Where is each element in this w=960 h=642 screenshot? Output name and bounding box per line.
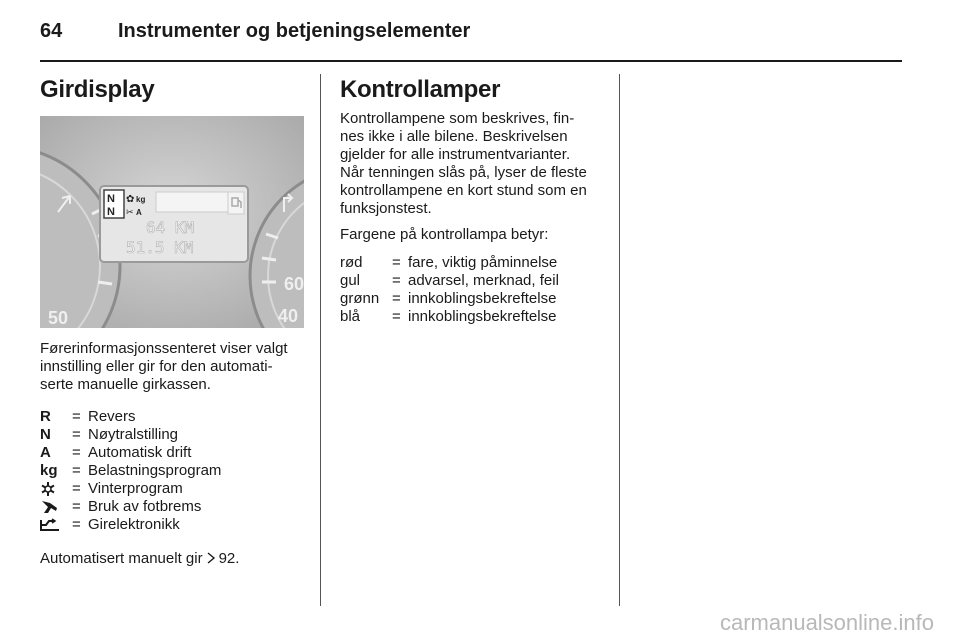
cluster-illustration	[40, 116, 304, 328]
watermark: carmanualsonline.info	[719, 610, 934, 635]
header-rule	[40, 60, 902, 62]
gear-electronics-icon	[40, 518, 60, 532]
display-snowflake-icon: ✿	[126, 194, 135, 205]
left-column	[40, 76, 304, 568]
list-item: = Bruk av fotbrems	[40, 498, 304, 516]
chapter-title: Instrumenter og betjeningselementer	[118, 20, 471, 42]
display-kg-label: kg	[136, 195, 146, 204]
page-header	[40, 14, 900, 58]
list-item: N = Nøytralstilling	[40, 426, 179, 443]
foot-brake-icon	[40, 499, 58, 515]
page-number: 64	[40, 20, 63, 42]
gauge-number-left: 50	[48, 308, 69, 328]
page-reference-icon	[206, 552, 216, 564]
list-item: A = Automatisk drift	[40, 444, 192, 461]
list-item: R = Revers	[40, 408, 136, 425]
gauge-number-right-bottom: 40	[278, 306, 299, 326]
color-meaning-list	[340, 254, 608, 326]
instrument-cluster-figure	[40, 116, 304, 328]
gear-letter-bottom: N	[107, 206, 115, 218]
list-item: = Vinterprogram	[40, 480, 304, 498]
gear-letter-top: N	[107, 193, 115, 205]
list-item: = Girelektronikk	[40, 516, 304, 534]
column-divider-1	[320, 74, 321, 606]
display-trip-line: 64 KM	[146, 218, 195, 237]
intro-paragraph: Førerinformasjonssenteret viser valgt innstilling eller gir for den automati- serte manuelle girkassen.	[40, 340, 288, 393]
display-foot-icon: ✂	[126, 208, 134, 218]
column-divider-2	[619, 74, 620, 606]
display-a-label: A	[136, 208, 142, 217]
list-item: gul = advarsel, merknad, feil	[340, 272, 559, 289]
middle-column	[340, 76, 608, 326]
gauge-number-right-top: 60	[284, 274, 304, 294]
colors-intro: Fargene på kontrollampa betyr:	[340, 226, 549, 243]
warning-lights-paragraph: Kontrollampene som beskrives, fin- nes ikke i alle bilene. Beskrivelsen gjelder for alle instrumentvarianter. Når tenningen slås på, lyser de fleste kontrollampene en kort stund som en funksjonstest.	[340, 110, 587, 217]
display-odometer-line: 51.5 KM	[126, 238, 194, 257]
list-item: kg = Belastningsprogram	[40, 462, 222, 479]
gear-symbol-list	[40, 408, 304, 534]
list-item: rød = fare, viktig påminnelse	[340, 254, 558, 271]
snowflake-icon	[40, 481, 56, 497]
cross-reference[interactable]: Automatisert manuelt gir 92.	[40, 550, 240, 567]
section-heading-kontrollamper: Kontrollamper	[340, 76, 501, 103]
list-item: blå = innkoblingsbekreftelse	[340, 308, 557, 325]
list-item: grønn = innkoblingsbekreftelse	[340, 290, 557, 307]
section-heading-girdisplay: Girdisplay	[40, 76, 155, 103]
